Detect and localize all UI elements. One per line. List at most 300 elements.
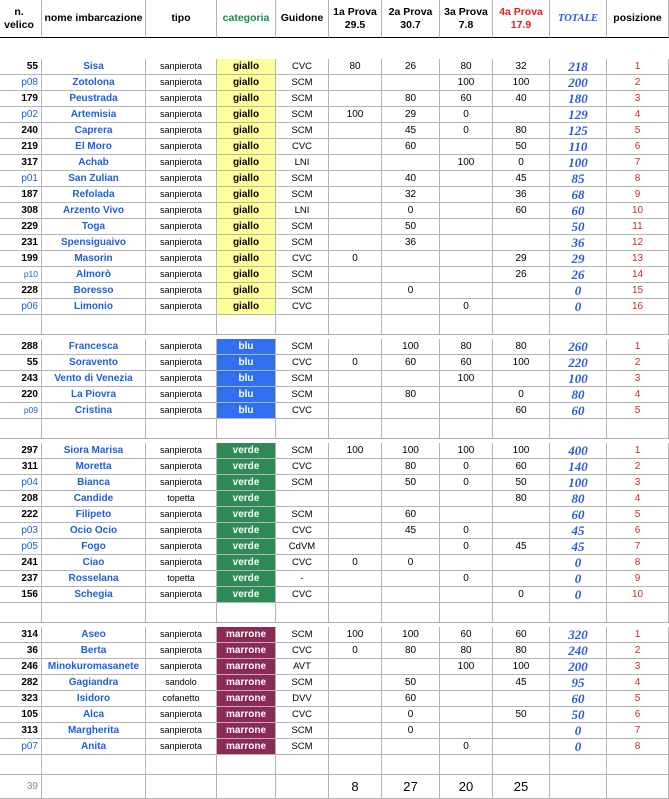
empty-cell[interactable] <box>493 755 550 775</box>
prova-2-cell[interactable]: 80 <box>382 643 440 659</box>
num-cell[interactable]: 208 <box>0 491 42 507</box>
num-cell[interactable]: p04 <box>0 475 42 491</box>
categoria-cell[interactable]: marrone <box>217 659 276 675</box>
tipo-cell[interactable]: topetta <box>146 571 217 587</box>
prova-3-cell[interactable] <box>440 203 493 219</box>
empty-cell[interactable] <box>0 419 42 439</box>
name-cell[interactable]: Rosselana <box>42 571 146 587</box>
prova-2-cell[interactable] <box>382 491 440 507</box>
posizione-cell[interactable]: 2 <box>607 459 669 475</box>
prova-2-cell[interactable]: 40 <box>382 171 440 187</box>
prova-1-cell[interactable] <box>329 587 382 603</box>
categoria-cell[interactable]: verde <box>217 443 276 459</box>
totale-cell[interactable]: 140 <box>550 459 607 475</box>
prova-1-cell[interactable] <box>329 707 382 723</box>
totale-cell[interactable]: 0 <box>550 555 607 571</box>
empty-cell[interactable] <box>0 755 42 775</box>
name-cell[interactable]: Arzento Vivo <box>42 203 146 219</box>
prova-3-cell[interactable]: 0 <box>440 107 493 123</box>
prova-4-cell[interactable]: 50 <box>493 707 550 723</box>
tipo-cell[interactable]: sanpierota <box>146 299 217 315</box>
guidone-cell[interactable]: CVC <box>276 139 329 155</box>
tipo-cell[interactable]: sanpierota <box>146 459 217 475</box>
prova-2-cell[interactable] <box>382 571 440 587</box>
categoria-cell[interactable]: marrone <box>217 675 276 691</box>
categoria-cell[interactable]: verde <box>217 523 276 539</box>
name-cell[interactable]: Cristina <box>42 403 146 419</box>
empty-cell[interactable] <box>550 603 607 623</box>
name-cell[interactable]: Siora Marisa <box>42 443 146 459</box>
posizione-cell[interactable]: 10 <box>607 203 669 219</box>
totale-cell[interactable]: 60 <box>550 403 607 419</box>
posizione-cell[interactable]: 13 <box>607 251 669 267</box>
name-cell[interactable]: Boresso <box>42 283 146 299</box>
prova-4-cell[interactable]: 0 <box>493 387 550 403</box>
prova-4-cell[interactable] <box>493 555 550 571</box>
empty-cell[interactable] <box>329 419 382 439</box>
posizione-cell[interactable]: 5 <box>607 691 669 707</box>
posizione-cell[interactable]: 4 <box>607 107 669 123</box>
prova-2-cell[interactable]: 60 <box>382 691 440 707</box>
categoria-cell[interactable]: verde <box>217 507 276 523</box>
tipo-cell[interactable]: sanpierota <box>146 587 217 603</box>
prova-3-cell[interactable] <box>440 555 493 571</box>
prova-4-cell[interactable]: 60 <box>493 403 550 419</box>
prova-2-cell[interactable]: 45 <box>382 523 440 539</box>
num-cell[interactable]: 220 <box>0 387 42 403</box>
empty-cell[interactable] <box>276 315 329 335</box>
prova-3-cell[interactable]: 60 <box>440 355 493 371</box>
tipo-cell[interactable]: sanpierota <box>146 659 217 675</box>
guidone-cell[interactable] <box>276 491 329 507</box>
num-cell[interactable]: 187 <box>0 187 42 203</box>
name-cell[interactable]: Francesca <box>42 339 146 355</box>
num-cell[interactable]: 237 <box>0 571 42 587</box>
footer-count[interactable]: 39 <box>0 775 42 799</box>
prova-3-cell[interactable]: 100 <box>440 443 493 459</box>
tipo-cell[interactable]: sanpierota <box>146 707 217 723</box>
guidone-cell[interactable]: CVC <box>276 555 329 571</box>
prova-4-cell[interactable]: 80 <box>493 491 550 507</box>
categoria-cell[interactable]: blu <box>217 339 276 355</box>
totale-cell[interactable]: 45 <box>550 539 607 555</box>
posizione-cell[interactable]: 1 <box>607 443 669 459</box>
prova-3-cell[interactable] <box>440 491 493 507</box>
prova-4-cell[interactable]: 32 <box>493 59 550 75</box>
num-cell[interactable]: 323 <box>0 691 42 707</box>
prova-1-cell[interactable] <box>329 523 382 539</box>
prova-2-cell[interactable]: 50 <box>382 675 440 691</box>
header-posizione[interactable]: posizione <box>607 0 669 38</box>
categoria-cell[interactable]: verde <box>217 539 276 555</box>
totale-cell[interactable]: 200 <box>550 659 607 675</box>
totale-cell[interactable]: 50 <box>550 707 607 723</box>
guidone-cell[interactable]: SCM <box>276 627 329 643</box>
prova-2-cell[interactable]: 100 <box>382 443 440 459</box>
name-cell[interactable]: Ocio Ocio <box>42 523 146 539</box>
tipo-cell[interactable]: sanpierota <box>146 723 217 739</box>
tipo-cell[interactable]: cofanetto <box>146 691 217 707</box>
guidone-cell[interactable]: SCM <box>276 123 329 139</box>
num-cell[interactable]: p06 <box>0 299 42 315</box>
prova-1-cell[interactable] <box>329 155 382 171</box>
posizione-cell[interactable]: 2 <box>607 643 669 659</box>
prova-4-cell[interactable]: 60 <box>493 459 550 475</box>
posizione-cell[interactable]: 12 <box>607 235 669 251</box>
name-cell[interactable]: Artemisia <box>42 107 146 123</box>
tipo-cell[interactable]: sanpierota <box>146 171 217 187</box>
prova-2-cell[interactable]: 80 <box>382 459 440 475</box>
name-cell[interactable]: San Zulian <box>42 171 146 187</box>
footer-empty-tot[interactable] <box>550 775 607 799</box>
prova-2-cell[interactable] <box>382 75 440 91</box>
prova-1-cell[interactable] <box>329 691 382 707</box>
prova-3-cell[interactable]: 0 <box>440 739 493 755</box>
prova-2-cell[interactable]: 80 <box>382 91 440 107</box>
name-cell[interactable]: Peustrada <box>42 91 146 107</box>
prova-2-cell[interactable]: 60 <box>382 507 440 523</box>
empty-cell[interactable] <box>329 755 382 775</box>
posizione-cell[interactable]: 3 <box>607 475 669 491</box>
prova-1-cell[interactable] <box>329 675 382 691</box>
prova-3-cell[interactable]: 80 <box>440 643 493 659</box>
name-cell[interactable]: Ciao <box>42 555 146 571</box>
prova-3-cell[interactable]: 0 <box>440 123 493 139</box>
prova-4-cell[interactable]: 36 <box>493 187 550 203</box>
tipo-cell[interactable]: sanpierota <box>146 555 217 571</box>
prova-3-cell[interactable]: 100 <box>440 659 493 675</box>
categoria-cell[interactable]: giallo <box>217 251 276 267</box>
empty-cell[interactable] <box>329 603 382 623</box>
tipo-cell[interactable]: sanpierota <box>146 643 217 659</box>
guidone-cell[interactable]: SCM <box>276 235 329 251</box>
prova-3-cell[interactable]: 0 <box>440 571 493 587</box>
categoria-cell[interactable]: giallo <box>217 219 276 235</box>
tipo-cell[interactable]: sanpierota <box>146 75 217 91</box>
prova-1-cell[interactable]: 0 <box>329 643 382 659</box>
guidone-cell[interactable]: CVC <box>276 643 329 659</box>
posizione-cell[interactable]: 16 <box>607 299 669 315</box>
prova-3-cell[interactable] <box>440 187 493 203</box>
categoria-cell[interactable]: marrone <box>217 707 276 723</box>
totale-cell[interactable]: 45 <box>550 523 607 539</box>
header-categoria[interactable]: categoria <box>217 0 276 38</box>
num-cell[interactable]: 55 <box>0 355 42 371</box>
categoria-cell[interactable]: giallo <box>217 155 276 171</box>
empty-cell[interactable] <box>42 419 146 439</box>
guidone-cell[interactable]: CVC <box>276 707 329 723</box>
totale-cell[interactable]: 50 <box>550 219 607 235</box>
prova-1-cell[interactable] <box>329 91 382 107</box>
prova-4-cell[interactable]: 100 <box>493 443 550 459</box>
name-cell[interactable]: Schegia <box>42 587 146 603</box>
prova-4-cell[interactable]: 50 <box>493 139 550 155</box>
prova-2-cell[interactable] <box>382 371 440 387</box>
empty-cell[interactable] <box>42 755 146 775</box>
name-cell[interactable]: Masorin <box>42 251 146 267</box>
prova-3-cell[interactable] <box>440 251 493 267</box>
totale-cell[interactable]: 240 <box>550 643 607 659</box>
prova-4-cell[interactable] <box>493 571 550 587</box>
header-totale[interactable]: TOTALE <box>550 0 607 38</box>
prova-4-cell[interactable] <box>493 235 550 251</box>
guidone-cell[interactable]: SCM <box>276 387 329 403</box>
empty-cell[interactable] <box>0 315 42 335</box>
totale-cell[interactable]: 100 <box>550 371 607 387</box>
num-cell[interactable]: p01 <box>0 171 42 187</box>
prova-2-cell[interactable]: 32 <box>382 187 440 203</box>
prova-2-cell[interactable]: 26 <box>382 59 440 75</box>
posizione-cell[interactable]: 10 <box>607 587 669 603</box>
categoria-cell[interactable]: marrone <box>217 739 276 755</box>
prova-1-cell[interactable]: 0 <box>329 555 382 571</box>
totale-cell[interactable]: 100 <box>550 475 607 491</box>
name-cell[interactable]: Gagiandra <box>42 675 146 691</box>
categoria-cell[interactable]: verde <box>217 475 276 491</box>
empty-cell[interactable] <box>382 315 440 335</box>
posizione-cell[interactable]: 5 <box>607 403 669 419</box>
guidone-cell[interactable]: CVC <box>276 59 329 75</box>
categoria-cell[interactable]: verde <box>217 491 276 507</box>
empty-cell[interactable] <box>607 315 669 335</box>
name-cell[interactable]: Refolada <box>42 187 146 203</box>
guidone-cell[interactable]: SCM <box>276 283 329 299</box>
empty-cell[interactable] <box>276 755 329 775</box>
guidone-cell[interactable]: LNI <box>276 155 329 171</box>
prova-1-cell[interactable] <box>329 739 382 755</box>
categoria-cell[interactable]: giallo <box>217 107 276 123</box>
prova-1-cell[interactable] <box>329 507 382 523</box>
posizione-cell[interactable]: 2 <box>607 355 669 371</box>
num-cell[interactable]: 179 <box>0 91 42 107</box>
empty-cell[interactable] <box>440 603 493 623</box>
prova-4-cell[interactable]: 0 <box>493 155 550 171</box>
posizione-cell[interactable]: 3 <box>607 371 669 387</box>
totale-cell[interactable]: 68 <box>550 187 607 203</box>
footer-empty-guid[interactable] <box>276 775 329 799</box>
tipo-cell[interactable]: sanpierota <box>146 235 217 251</box>
guidone-cell[interactable]: CVC <box>276 299 329 315</box>
prova-2-cell[interactable]: 45 <box>382 123 440 139</box>
tipo-cell[interactable]: sanpierota <box>146 355 217 371</box>
tipo-cell[interactable]: sanpierota <box>146 403 217 419</box>
footer-count-p4[interactable]: 25 <box>493 775 550 799</box>
num-cell[interactable]: 199 <box>0 251 42 267</box>
prova-1-cell[interactable] <box>329 139 382 155</box>
empty-cell[interactable] <box>217 419 276 439</box>
num-cell[interactable]: 317 <box>0 155 42 171</box>
prova-2-cell[interactable] <box>382 739 440 755</box>
prova-1-cell[interactable] <box>329 491 382 507</box>
posizione-cell[interactable]: 2 <box>607 75 669 91</box>
empty-cell[interactable] <box>607 419 669 439</box>
prova-1-cell[interactable] <box>329 187 382 203</box>
prova-4-cell[interactable]: 80 <box>493 123 550 139</box>
guidone-cell[interactable]: SCM <box>276 219 329 235</box>
prova-4-cell[interactable]: 45 <box>493 539 550 555</box>
posizione-cell[interactable]: 9 <box>607 571 669 587</box>
totale-cell[interactable]: 80 <box>550 491 607 507</box>
prova-3-cell[interactable]: 60 <box>440 627 493 643</box>
prova-1-cell[interactable] <box>329 659 382 675</box>
prova-3-cell[interactable] <box>440 171 493 187</box>
num-cell[interactable]: 311 <box>0 459 42 475</box>
num-cell[interactable]: p02 <box>0 107 42 123</box>
prova-3-cell[interactable]: 80 <box>440 339 493 355</box>
totale-cell[interactable]: 220 <box>550 355 607 371</box>
prova-3-cell[interactable] <box>440 387 493 403</box>
footer-empty-pos[interactable] <box>607 775 669 799</box>
num-cell[interactable]: 229 <box>0 219 42 235</box>
guidone-cell[interactable]: LNI <box>276 203 329 219</box>
empty-cell[interactable] <box>440 419 493 439</box>
name-cell[interactable]: Achab <box>42 155 146 171</box>
prova-2-cell[interactable]: 50 <box>382 475 440 491</box>
posizione-cell[interactable]: 7 <box>607 155 669 171</box>
prova-1-cell[interactable] <box>329 171 382 187</box>
totale-cell[interactable]: 60 <box>550 203 607 219</box>
posizione-cell[interactable]: 7 <box>607 539 669 555</box>
posizione-cell[interactable]: 11 <box>607 219 669 235</box>
empty-cell[interactable] <box>276 603 329 623</box>
footer-count-p3[interactable]: 20 <box>440 775 493 799</box>
prova-1-cell[interactable]: 100 <box>329 107 382 123</box>
num-cell[interactable]: 297 <box>0 443 42 459</box>
categoria-cell[interactable]: giallo <box>217 75 276 91</box>
totale-cell[interactable]: 29 <box>550 251 607 267</box>
totale-cell[interactable]: 36 <box>550 235 607 251</box>
guidone-cell[interactable]: SCM <box>276 75 329 91</box>
categoria-cell[interactable]: giallo <box>217 171 276 187</box>
prova-4-cell[interactable]: 100 <box>493 75 550 91</box>
empty-cell[interactable] <box>382 603 440 623</box>
empty-cell[interactable] <box>146 419 217 439</box>
posizione-cell[interactable]: 14 <box>607 267 669 283</box>
num-cell[interactable]: p05 <box>0 539 42 555</box>
num-cell[interactable]: 282 <box>0 675 42 691</box>
empty-cell[interactable] <box>382 755 440 775</box>
name-cell[interactable]: Spensiguaivo <box>42 235 146 251</box>
prova-2-cell[interactable] <box>382 251 440 267</box>
prova-1-cell[interactable] <box>329 539 382 555</box>
tipo-cell[interactable]: sanpierota <box>146 371 217 387</box>
prova-3-cell[interactable]: 100 <box>440 371 493 387</box>
header-prova-4[interactable]: 4a Prova 17.9 <box>493 0 550 38</box>
tipo-cell[interactable]: sanpierota <box>146 123 217 139</box>
categoria-cell[interactable]: giallo <box>217 299 276 315</box>
guidone-cell[interactable]: SCM <box>276 723 329 739</box>
categoria-cell[interactable]: giallo <box>217 123 276 139</box>
prova-4-cell[interactable]: 29 <box>493 251 550 267</box>
totale-cell[interactable]: 125 <box>550 123 607 139</box>
prova-3-cell[interactable] <box>440 723 493 739</box>
prova-3-cell[interactable] <box>440 283 493 299</box>
footer-empty-tipo[interactable] <box>146 775 217 799</box>
prova-2-cell[interactable]: 80 <box>382 387 440 403</box>
prova-1-cell[interactable] <box>329 267 382 283</box>
prova-3-cell[interactable] <box>440 691 493 707</box>
guidone-cell[interactable]: SCM <box>276 675 329 691</box>
guidone-cell[interactable]: SCM <box>276 475 329 491</box>
tipo-cell[interactable]: sanpierota <box>146 91 217 107</box>
num-cell[interactable]: p03 <box>0 523 42 539</box>
empty-cell[interactable] <box>329 315 382 335</box>
totale-cell[interactable]: 200 <box>550 75 607 91</box>
categoria-cell[interactable]: giallo <box>217 91 276 107</box>
prova-4-cell[interactable]: 40 <box>493 91 550 107</box>
guidone-cell[interactable]: CVC <box>276 459 329 475</box>
num-cell[interactable]: 313 <box>0 723 42 739</box>
posizione-cell[interactable]: 1 <box>607 339 669 355</box>
posizione-cell[interactable]: 6 <box>607 707 669 723</box>
name-cell[interactable]: Limonio <box>42 299 146 315</box>
num-cell[interactable]: p08 <box>0 75 42 91</box>
prova-3-cell[interactable] <box>440 219 493 235</box>
prova-2-cell[interactable]: 0 <box>382 283 440 299</box>
tipo-cell[interactable]: sanpierota <box>146 283 217 299</box>
num-cell[interactable]: 314 <box>0 627 42 643</box>
empty-cell[interactable] <box>146 755 217 775</box>
tipo-cell[interactable]: sanpierota <box>146 539 217 555</box>
prova-3-cell[interactable] <box>440 507 493 523</box>
prova-2-cell[interactable]: 100 <box>382 339 440 355</box>
tipo-cell[interactable]: sanpierota <box>146 267 217 283</box>
posizione-cell[interactable]: 3 <box>607 91 669 107</box>
posizione-cell[interactable]: 4 <box>607 491 669 507</box>
prova-4-cell[interactable] <box>493 507 550 523</box>
totale-cell[interactable]: 60 <box>550 507 607 523</box>
totale-cell[interactable]: 0 <box>550 739 607 755</box>
prova-3-cell[interactable]: 60 <box>440 91 493 107</box>
name-cell[interactable]: Zotolona <box>42 75 146 91</box>
num-cell[interactable]: 240 <box>0 123 42 139</box>
prova-4-cell[interactable] <box>493 723 550 739</box>
categoria-cell[interactable]: blu <box>217 403 276 419</box>
num-cell[interactable]: 241 <box>0 555 42 571</box>
tipo-cell[interactable]: sanpierota <box>146 523 217 539</box>
prova-3-cell[interactable] <box>440 675 493 691</box>
empty-cell[interactable] <box>550 315 607 335</box>
tipo-cell[interactable]: sanpierota <box>146 627 217 643</box>
prova-1-cell[interactable] <box>329 371 382 387</box>
prova-4-cell[interactable] <box>493 299 550 315</box>
guidone-cell[interactable]: - <box>276 571 329 587</box>
categoria-cell[interactable]: verde <box>217 587 276 603</box>
header-prova-1[interactable]: 1a Prova 29.5 <box>329 0 382 38</box>
name-cell[interactable]: Isidoro <box>42 691 146 707</box>
posizione-cell[interactable]: 1 <box>607 59 669 75</box>
prova-4-cell[interactable]: 80 <box>493 643 550 659</box>
tipo-cell[interactable]: sanpierota <box>146 139 217 155</box>
tipo-cell[interactable]: sanpierota <box>146 219 217 235</box>
name-cell[interactable]: Minokuromasanete <box>42 659 146 675</box>
posizione-cell[interactable]: 6 <box>607 139 669 155</box>
totale-cell[interactable]: 0 <box>550 283 607 299</box>
empty-cell[interactable] <box>607 603 669 623</box>
prova-1-cell[interactable] <box>329 571 382 587</box>
prova-4-cell[interactable] <box>493 739 550 755</box>
prova-4-cell[interactable] <box>493 371 550 387</box>
prova-2-cell[interactable]: 0 <box>382 723 440 739</box>
guidone-cell[interactable]: SCM <box>276 187 329 203</box>
totale-cell[interactable]: 80 <box>550 387 607 403</box>
num-cell[interactable]: 288 <box>0 339 42 355</box>
posizione-cell[interactable]: 3 <box>607 659 669 675</box>
name-cell[interactable]: Sisa <box>42 59 146 75</box>
empty-cell[interactable] <box>440 755 493 775</box>
footer-empty-name[interactable] <box>42 775 146 799</box>
empty-cell[interactable] <box>607 755 669 775</box>
